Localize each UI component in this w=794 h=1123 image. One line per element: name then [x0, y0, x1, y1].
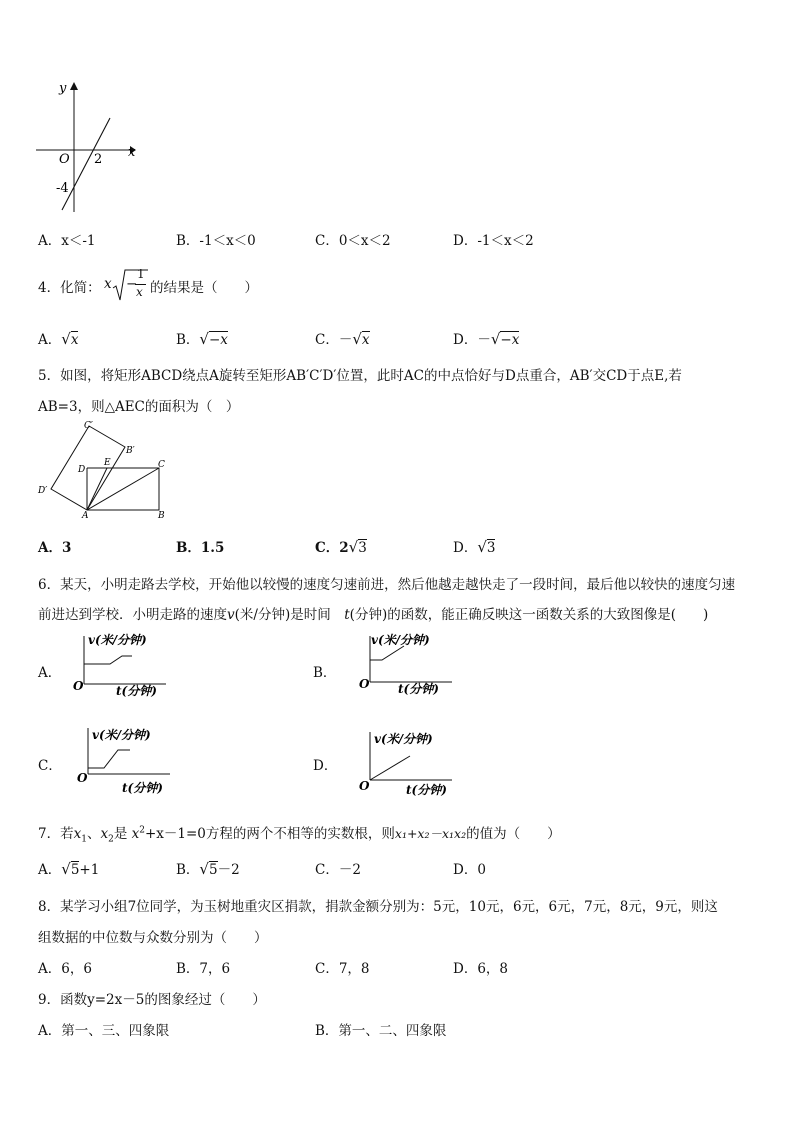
q7-option-b-letter: B． — [176, 862, 200, 878]
q3-intercept-2: 2 — [94, 152, 103, 167]
q5-label-a: A — [82, 511, 89, 521]
q4-option-b[interactable] — [176, 328, 228, 348]
q6-stem-v: v — [227, 607, 235, 623]
q7-option-a-radicand: 5 — [70, 862, 80, 878]
q6-graph-a-xlabel: t(分钟) — [116, 684, 157, 698]
q8-stem-line1: 8．某学习小组7位同学，为玉树地重灾区捐款，捐款金额分别为：5元，10元，6元，6元，7元，8元，9元，则这 — [38, 899, 718, 915]
q6-option-b-letter[interactable]: B． — [313, 665, 337, 681]
q3-origin-label: O — [59, 152, 70, 167]
q5-label-c1: C′ — [84, 421, 93, 431]
q4-option-c-radicand: x — [361, 332, 370, 348]
q8-option-d[interactable]: D．6，8 — [453, 961, 509, 977]
q3-y-label: y — [59, 81, 67, 96]
q4-option-d-letter: D．－ — [453, 332, 491, 348]
q7-text-b: 是 — [113, 826, 128, 842]
q5-label-c: C — [158, 460, 165, 470]
q4-suffix: 的结果是（ ） — [150, 280, 258, 296]
q7-stem — [38, 822, 561, 845]
q7-option-b-sqrt-icon: √ — [199, 860, 209, 878]
q6-graph-a-ylabel: v(米/分钟) — [88, 633, 147, 647]
q4-option-a-sqrt-icon: √ — [61, 330, 71, 348]
q5-label-e: E — [104, 458, 111, 468]
q6-graph-b-curve — [370, 646, 404, 660]
q4-option-a-radicand: x — [70, 332, 79, 348]
q4-option-b-sqrt-icon: √ — [199, 330, 209, 348]
q4-option-a[interactable] — [38, 328, 78, 348]
q7-sep: 、 — [86, 826, 101, 842]
q6-option-d-letter[interactable]: D． — [313, 758, 338, 774]
q6-graph-b-origin: O — [359, 677, 370, 691]
q6-stem-part3: (分钟)的函数，能正确反映这一函数关系的大致图像是( ) — [349, 607, 709, 623]
q5-option-c-radicand: 3 — [358, 540, 367, 556]
q7-eq-rest: +x－1=0 — [144, 826, 206, 842]
q7-text-c: 方程的两个不相等的实数根，则 — [205, 826, 395, 842]
q3-option-d[interactable]: D．-1＜x＜2 — [453, 233, 534, 249]
q7-option-b[interactable] — [176, 858, 240, 878]
q6-graph-c-xlabel: t(分钟) — [122, 781, 163, 794]
q3-x-label: x — [128, 145, 136, 160]
q7-eq-x: x — [131, 826, 140, 842]
q7-eq-sup: 2 — [139, 825, 145, 836]
q7-x1-sub: 1 — [81, 834, 87, 845]
q3-option-a[interactable]: A．x＜-1 — [38, 233, 96, 249]
q3-option-c[interactable]: C．0＜x＜2 — [315, 233, 391, 249]
q7-option-a[interactable] — [38, 858, 99, 878]
q5-option-d-text: D． — [453, 540, 478, 556]
q8-option-b[interactable]: B．7，6 — [176, 961, 231, 977]
q5-option-c[interactable] — [315, 536, 367, 556]
q4-prefix: 4．化简： — [38, 280, 101, 296]
q4-option-b-letter: B． — [176, 332, 200, 348]
q7-option-a-letter: A． — [38, 862, 62, 878]
q8-option-a[interactable]: A．6，6 — [38, 961, 92, 977]
q9-option-a[interactable]: A．第一、三、四象限 — [38, 1023, 170, 1039]
q9-stem: 9．函数y=2x－5的图象经过（ ） — [38, 992, 266, 1008]
q7-option-a-sqrt-icon: √ — [61, 860, 71, 878]
q5-rectangle-figure — [34, 418, 174, 522]
q7-expr: x₁+x₂－x₁x₂ — [394, 826, 467, 841]
q5-option-c-text: C．2 — [315, 540, 349, 556]
q4-frac-num: 1 — [137, 267, 145, 281]
q5-option-a[interactable]: A．3 — [38, 540, 72, 556]
q7-option-a-tail: +1 — [79, 862, 100, 878]
q6-graph-d-xlabel: t(分钟) — [406, 783, 447, 797]
q8-option-c[interactable]: C．7，8 — [315, 961, 370, 977]
q4-option-a-letter: A． — [38, 332, 62, 348]
q6-graph-b-xlabel: t(分钟) — [398, 682, 439, 696]
q8-stem-line2: 组数据的中位数与众数分别为（ ） — [38, 930, 268, 946]
q4-option-c-sqrt-icon: √ — [352, 330, 362, 348]
q6-graph-d[interactable] — [356, 726, 456, 798]
q6-stem-part1: 前进达到学校．小明走路的速度 — [38, 607, 227, 623]
q5-option-d[interactable] — [453, 536, 495, 556]
q6-stem-line1: 6．某天，小明走路去学校，开始他以较慢的速度匀速前进，然后他越走越快走了一段时间，最后他以较快的速度匀速 — [38, 577, 736, 593]
q4-option-d[interactable] — [453, 328, 519, 348]
q6-graph-d-origin: O — [359, 779, 370, 793]
q4-option-c[interactable] — [315, 328, 370, 348]
q3-option-b[interactable]: B．-1＜x＜0 — [176, 233, 256, 249]
q7-text-a: 7．若 — [38, 826, 74, 842]
q6-graph-c-origin: O — [77, 771, 88, 785]
q6-graph-d-curve — [370, 756, 410, 780]
q5-option-d-radicand: 3 — [486, 540, 496, 556]
q9-option-b[interactable]: B．第一、二、四象限 — [315, 1023, 447, 1039]
q6-graph-b-ylabel: v(米/分钟) — [371, 633, 430, 647]
q4-option-c-letter: C．－ — [315, 332, 353, 348]
q5-diag-ac — [87, 468, 159, 510]
q6-graph-c-curve — [88, 750, 130, 768]
q3-y-arrow — [70, 82, 78, 90]
q5-label-d1: D′ — [38, 486, 48, 496]
q6-stem-t: t — [344, 607, 350, 623]
q6-graph-c-ylabel: v(米/分钟) — [92, 728, 151, 742]
q6-graph-b[interactable] — [356, 630, 456, 698]
q7-option-c[interactable]: C．－2 — [315, 862, 361, 878]
q6-stem-line2 — [38, 603, 708, 623]
q5-stem-line2: AB=3，则△AEC的面积为（ ） — [38, 399, 240, 415]
q6-graph-a-curve — [84, 656, 132, 664]
q7-option-b-radicand: 5 — [208, 862, 218, 878]
q6-graph-a[interactable] — [70, 630, 170, 698]
q6-graph-c[interactable] — [74, 722, 174, 794]
q7-x2: x — [100, 826, 109, 842]
q7-option-d[interactable]: D．0 — [453, 862, 486, 878]
q3-linear-graph — [30, 78, 140, 218]
q5-label-b1: B′ — [126, 446, 135, 456]
q5-option-b[interactable]: B．1.5 — [176, 540, 225, 556]
q5-label-b: B — [158, 511, 165, 521]
q7-option-b-tail: －2 — [217, 862, 240, 878]
q3-intercept-neg4: -4 — [56, 181, 69, 196]
q7-x2-sub: 2 — [108, 834, 114, 845]
q6-stem-part2: (米/分钟)是时间 — [234, 607, 331, 623]
q6-graph-d-ylabel: v(米/分钟) — [374, 732, 433, 746]
q5-stem-line1: 5．如图，将矩形ABCD绕点A旋转至矩形AB′C′D′位置，此时AC的中点恰好与D点重合，AB′交CD于点E,若 — [38, 368, 682, 384]
q7-x1: x — [73, 826, 82, 842]
q5-label-d: D — [78, 465, 86, 475]
q4-option-d-sqrt-icon: √ — [490, 330, 501, 348]
q4-minus: − — [126, 276, 138, 292]
q5-option-d-sqrt-icon: √ — [477, 538, 487, 556]
q6-option-c-letter[interactable]: C． — [38, 758, 62, 774]
q6-graph-a-origin: O — [73, 679, 84, 693]
q4-option-d-radicand: −x — [500, 332, 520, 348]
q5-option-c-sqrt-icon: √ — [348, 538, 359, 556]
q4-option-b-radicand: −x — [208, 332, 228, 348]
q4-frac-den: x — [136, 285, 143, 299]
q7-text-d: 的值为（ ） — [466, 826, 561, 842]
q6-option-a-letter[interactable]: A． — [38, 665, 62, 681]
q4-var: x — [104, 276, 112, 292]
